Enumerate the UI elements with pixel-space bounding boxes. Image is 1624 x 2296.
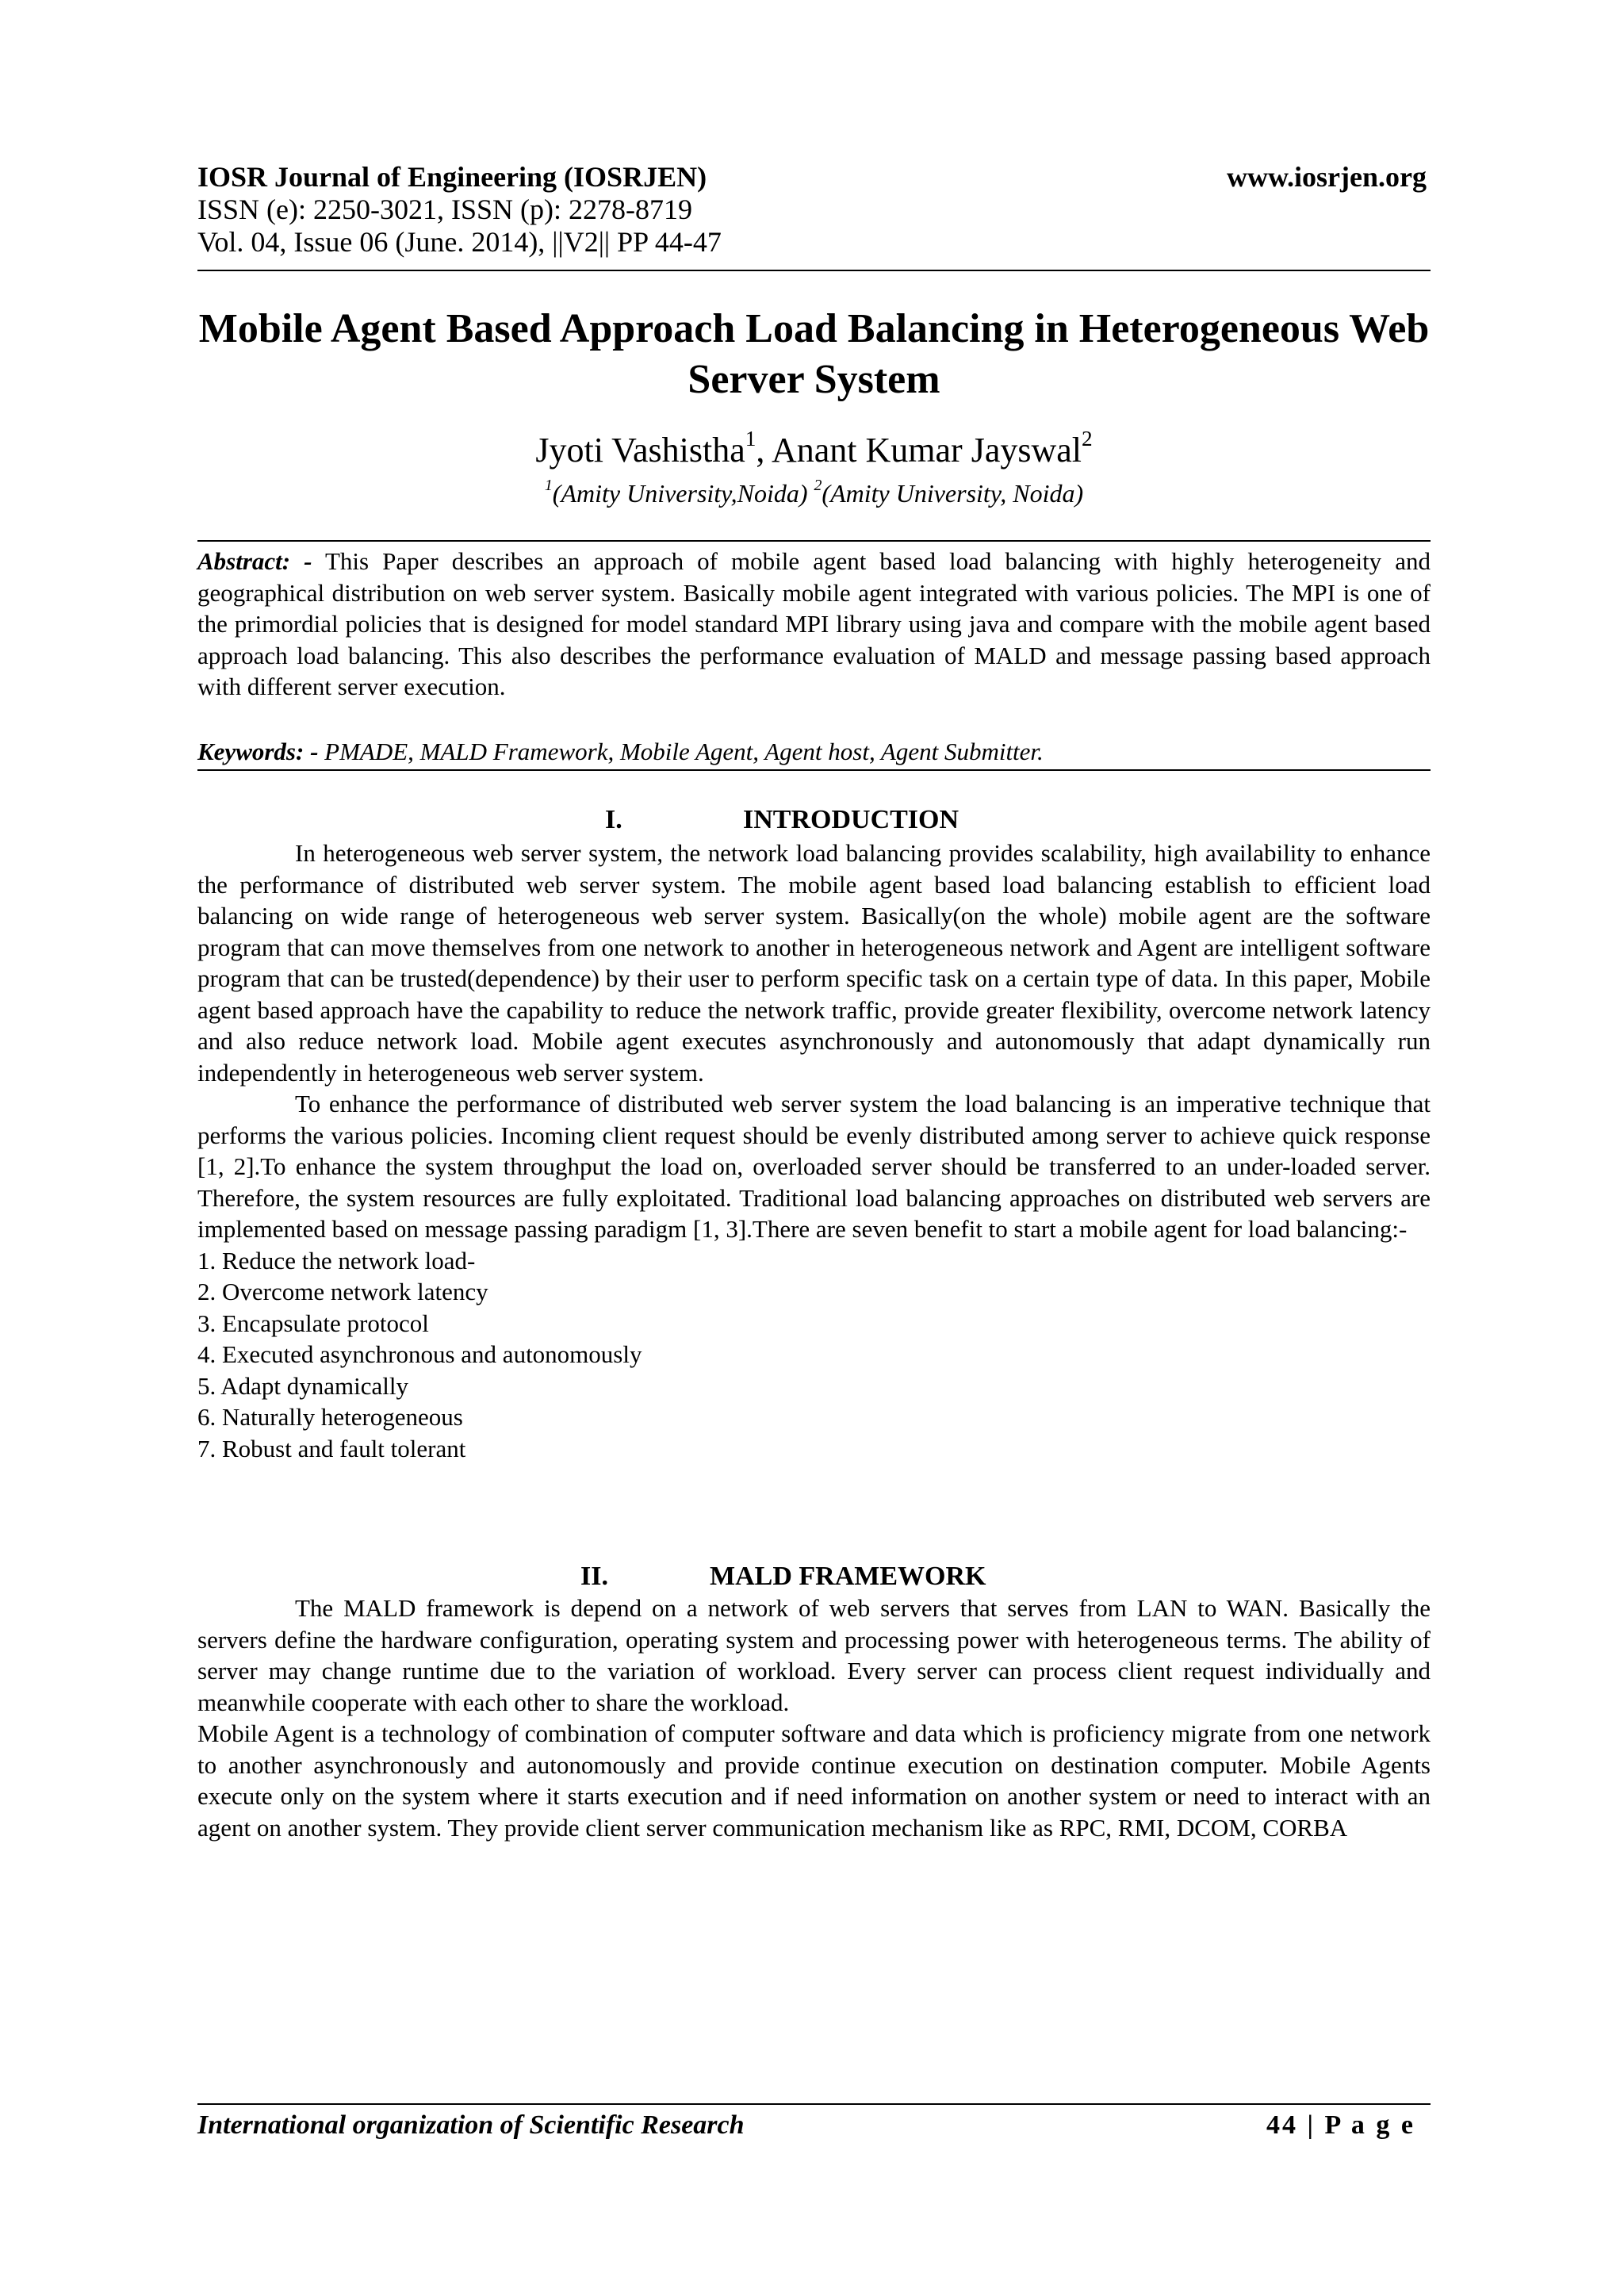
affiliations bbox=[197, 477, 1431, 509]
author-affil-marker: 1 bbox=[745, 427, 756, 451]
author-affil-marker: 2 bbox=[1082, 427, 1093, 451]
abstract-top-rule bbox=[197, 540, 1431, 542]
section-number: I. bbox=[605, 805, 622, 834]
author-separator: , bbox=[756, 431, 772, 470]
paragraph: In heterogeneous web server system, the network load balancing provides scalability, high availability to enhance the performance of distributed web server system. The mobile agent based load balancing establish to efficient load balancing on wide range of heterogeneous web server system. Basically(on the whole) mobile agent are the software program that can move themselves from one network to another in heterogeneous network and Agent are intelligent software program that can be trusted(dependence) by their user to perform specific task on a certain type of data. In this paper, Mobile agent based approach have the capability to reduce the network traffic, provide greater flexibility, overcome network latency and also reduce network load. Mobile agent executes asynchronously and autonomously that adapt dynamically run independently in heterogeneous web server system. bbox=[197, 839, 1431, 1087]
list-item: 2. Overcome network latency bbox=[197, 1278, 488, 1305]
keywords bbox=[197, 736, 1431, 768]
list-item: 6. Naturally heterogeneous bbox=[197, 1403, 463, 1431]
keywords-text: PMADE, MALD Framework, Mobile Agent, Agent host, Agent Submitter. bbox=[318, 738, 1044, 765]
section-title: INTRODUCTION bbox=[743, 805, 959, 834]
paper-title: Mobile Agent Based Approach Load Balancing in Heterogeneous Web Server System bbox=[198, 306, 1430, 402]
introduction-body bbox=[197, 838, 1431, 1464]
list-item: 3. Encapsulate protocol bbox=[197, 1309, 429, 1337]
journal-website: www.iosrjen.org bbox=[1227, 161, 1427, 193]
abstract-label: Abstract: - bbox=[197, 547, 312, 575]
keywords-label: Keywords: - bbox=[197, 738, 319, 765]
paragraph: To enhance the performance of distributed web server system the load balancing is an imperative technique that performs the various policies. Incoming client request should be evenly distributed among server to achieve quick response [1, 2].To enhance the system throughput the load on, overloaded server should be transferred to an under-loaded server. Therefore, the system resources are fully exploitated. Traditional load balancing approaches on distributed web servers are implemented based on message passing paradigm [1, 3].There are seven benefit to start a mobile agent for load balancing:- bbox=[197, 1090, 1431, 1243]
author-list bbox=[197, 427, 1431, 471]
list-item: 4. Executed asynchronous and autonomously bbox=[197, 1340, 642, 1368]
abstract-text: This Paper describes an approach of mobile agent based load balancing with highly heterogeneity and geographical distribution on web server system. Basically mobile agent integrated with various policies. The MPI is one of the primordial policies that is designed for model standard MPI library using java and compare with the mobile agent based approach load balancing. This also describes the performance evaluation of MALD and message passing based approach with different server execution. bbox=[197, 547, 1431, 700]
paragraph: The MALD framework is depend on a network of web servers that serves from LAN to WAN. Basically the servers define the hardware configuration, operating system and processing power with heterogeneous terms. The ability of server may change runtime due to the variation of workload. Every server can process client request individually and meanwhile cooperate with each other to share the workload. bbox=[197, 1594, 1431, 1716]
journal-issn: ISSN (e): 2250-3021, ISSN (p): 2278-8719 bbox=[197, 194, 692, 225]
section-number: II. bbox=[580, 1562, 608, 1591]
list-item: 7. Robust and fault tolerant bbox=[197, 1434, 466, 1462]
footer-organization: International organization of Scientific Research bbox=[197, 2110, 745, 2140]
list-item: 5. Adapt dynamically bbox=[197, 1371, 409, 1400]
affiliation: (Amity University,Noida) bbox=[552, 479, 814, 508]
header-rule bbox=[197, 270, 1431, 271]
keywords-rule bbox=[197, 769, 1431, 771]
author-name: Anant Kumar Jayswal bbox=[772, 431, 1082, 470]
affil-marker: 2 bbox=[814, 477, 822, 495]
affiliation: (Amity University, Noida) bbox=[822, 479, 1084, 508]
section-title: MALD FRAMEWORK bbox=[710, 1562, 986, 1591]
mald-framework-body bbox=[197, 1593, 1431, 1843]
journal-name: IOSR Journal of Engineering (IOSRJEN) bbox=[197, 161, 707, 193]
affil-marker: 1 bbox=[544, 477, 553, 495]
paragraph: Mobile Agent is a technology of combination of computer software and data which is proficiency migrate from one network to another asynchronously and autonomously and provide continue execution on destination computer. Mobile Agents execute only on the system where it starts execution and if need information on another system or need to interact with an agent on another system. They provide client server communication mechanism like as RPC, RMI, DCOM, CORBA bbox=[197, 1719, 1431, 1842]
page-number: 44 | P a g e bbox=[1266, 2110, 1415, 2140]
author-name: Jyoti Vashistha bbox=[535, 431, 745, 470]
list-item: 1. Reduce the network load- bbox=[197, 1246, 476, 1274]
abstract bbox=[197, 546, 1431, 703]
journal-volume: Vol. 04, Issue 06 (June. 2014), ||V2|| PP 44-47 bbox=[197, 226, 722, 258]
footer-rule bbox=[197, 2103, 1431, 2105]
